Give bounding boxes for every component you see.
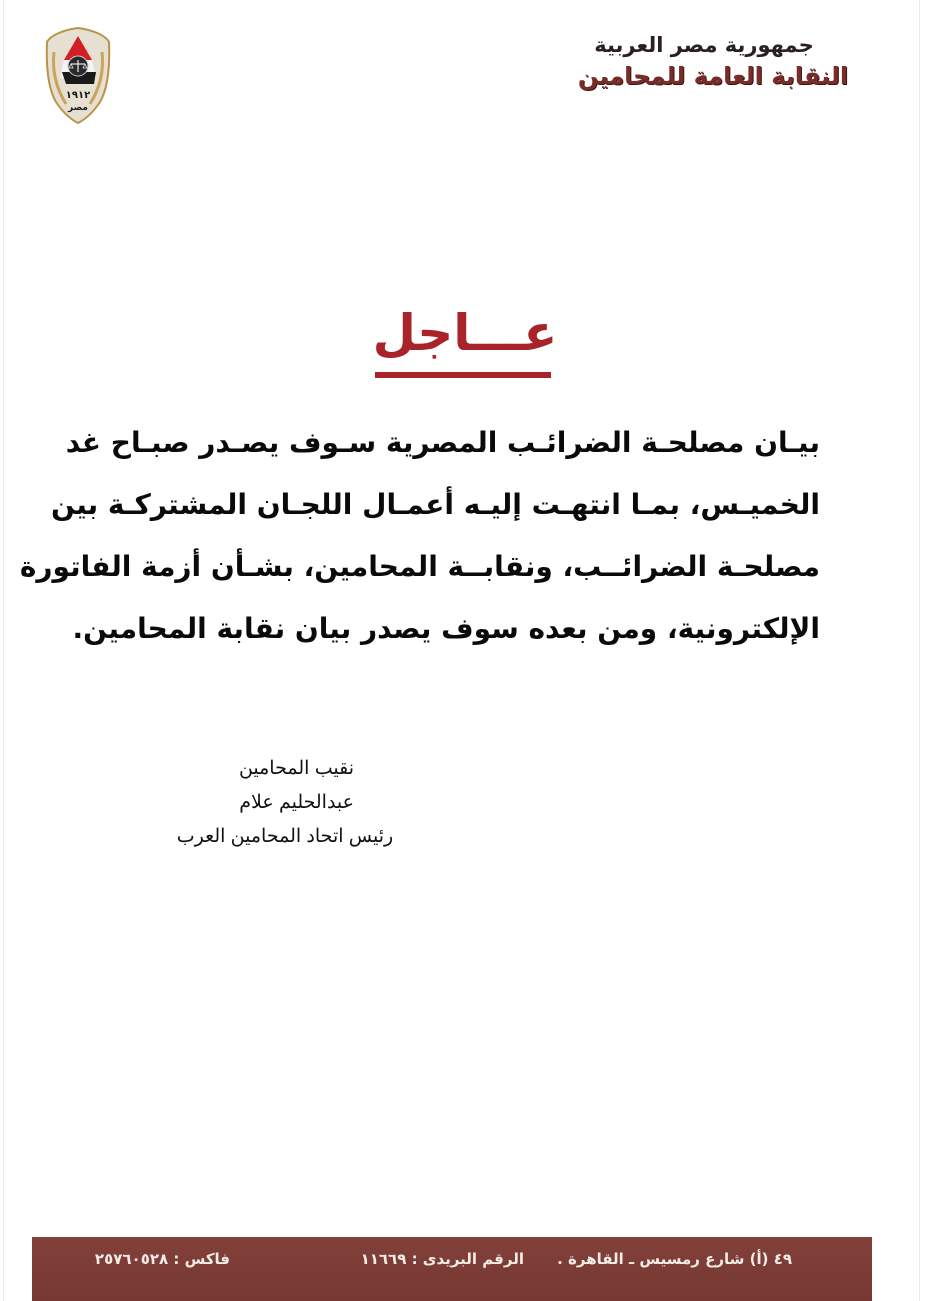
letterhead: [563, 30, 863, 92]
shield-emblem-icon: [44, 26, 112, 124]
footer-band: [32, 1237, 872, 1301]
signature-block: [150, 752, 420, 854]
bar-association-logo: [44, 26, 112, 124]
body-line: الخميـس، بمـا انتهـت إليـه أعمـال اللجـان المشتركـة بين: [51, 488, 820, 521]
footer-postal-code: الرقم البريدى : ١١٦٦٩: [360, 1250, 524, 1268]
header-country: جمهورية مصر العربية: [594, 33, 814, 57]
body-line: بيـان مصلحـة الضرائـب المصرية سـوف يصـدر صبـاح غد: [65, 426, 820, 459]
urgent-title: عـــاجل: [372, 304, 558, 362]
title-underline: [375, 372, 551, 378]
logo-year: ١٩١٢: [65, 90, 91, 101]
footer-address: ٤٩ (أ) شارع رمسيس ـ القاهرة .: [557, 1250, 792, 1268]
body-line: مصلحـة الضرائــب، ونقابــة المحامين، بشـأن أزمة الفاتورة: [19, 550, 820, 583]
body-line: الإلكترونية، ومن بعده سوف يصدر بيان نقابة المحامين.: [72, 612, 820, 645]
signature-name: عبدالحليم علام: [239, 792, 354, 813]
page-edge-right: [919, 0, 920, 1301]
signature-role: رئيس اتحاد المحامين العرب: [176, 826, 394, 847]
urgent-title-block: [350, 298, 580, 368]
statement-body: [19, 412, 820, 660]
signature-title: نقيب المحامين: [238, 758, 354, 779]
logo-country: مصر: [67, 103, 89, 113]
header-organization: النقابة العامة للمحامين: [577, 62, 849, 90]
page-edge-left: [3, 0, 4, 1301]
footer-fax: فاكس : ٢٥٧٦٠٥٢٨: [94, 1250, 230, 1268]
